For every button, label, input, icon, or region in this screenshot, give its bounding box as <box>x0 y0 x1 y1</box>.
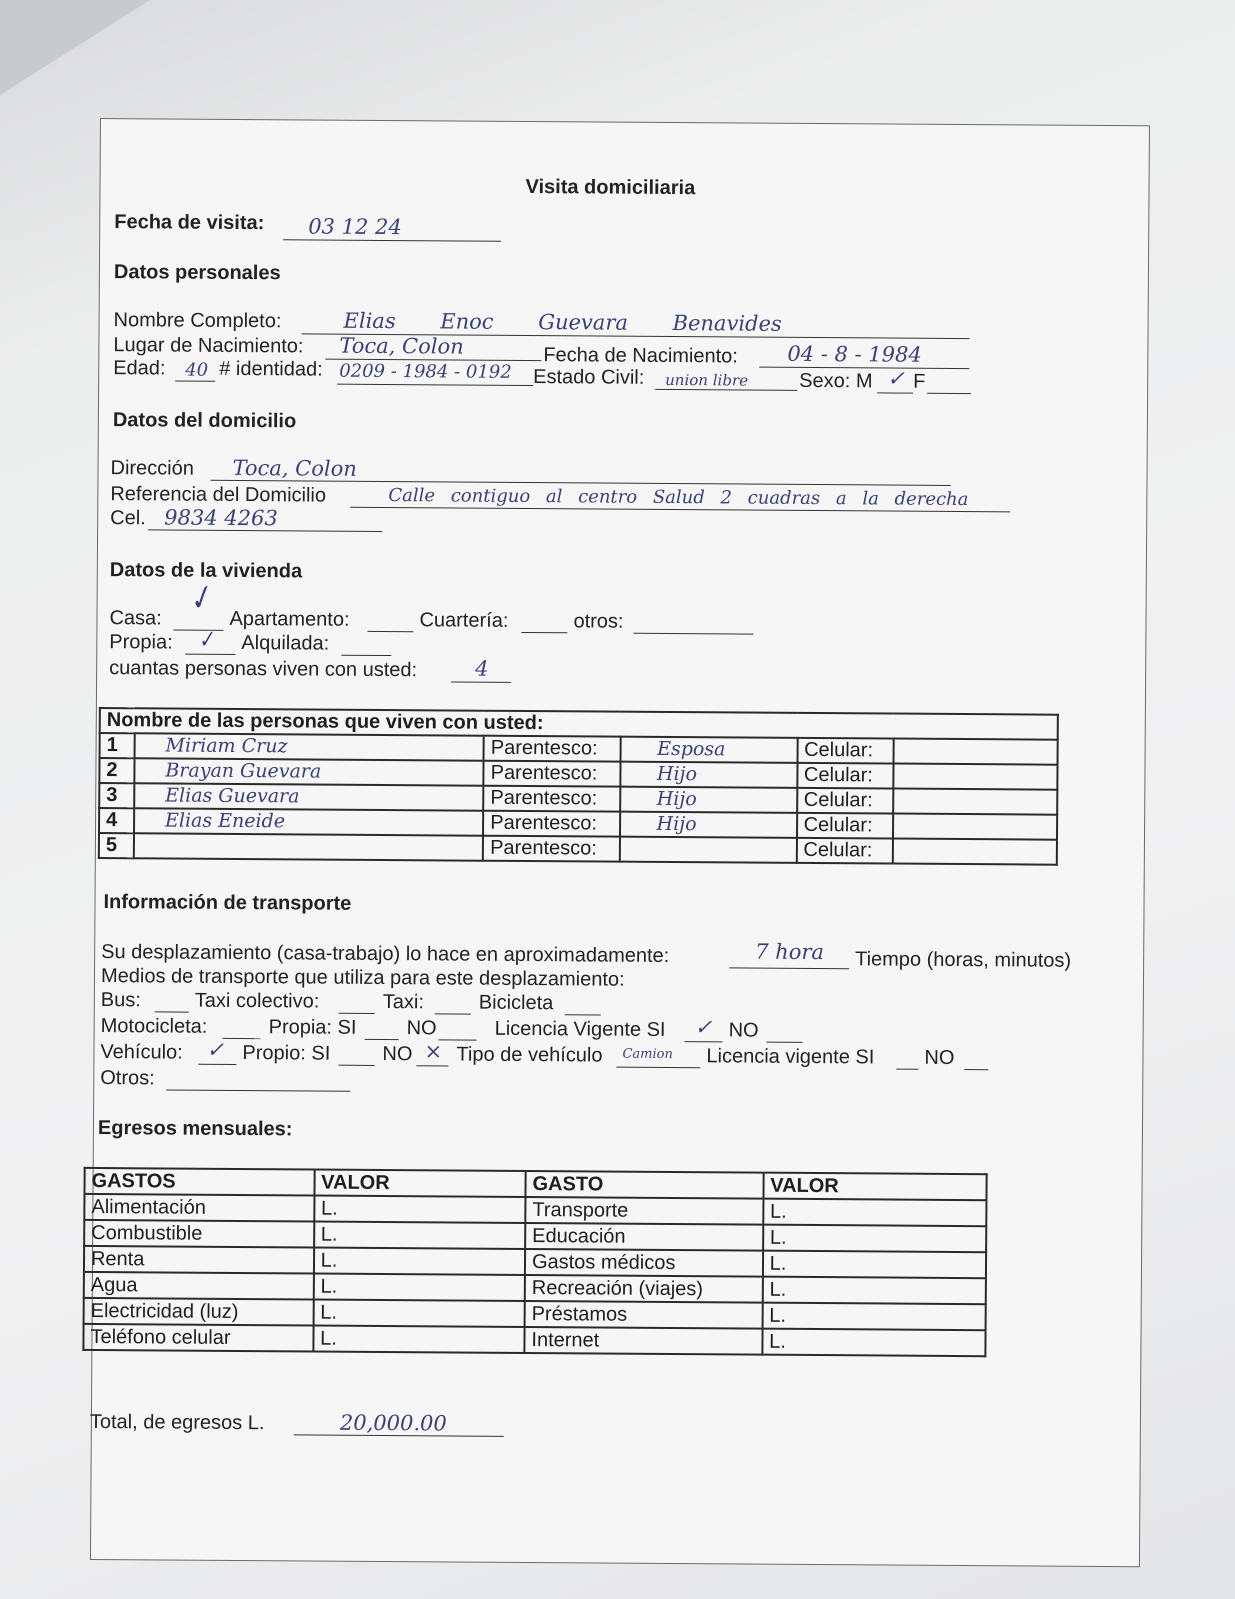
person-name: Miriam Cruz <box>134 733 483 760</box>
fnac-label: Fecha de Nacimiento: <box>543 344 738 368</box>
licencia2-label: Licencia vigente SI <box>706 1045 875 1069</box>
col-valor-2: VALOR <box>763 1173 986 1201</box>
alquilada-label: Alquilada: <box>241 631 330 655</box>
casa-mark: ✓ <box>181 578 219 621</box>
row-number: 2 <box>99 758 134 783</box>
moto-propia-label: Propia: SI <box>268 1016 357 1039</box>
person-name <box>134 833 483 860</box>
cuarteria-line <box>521 632 567 633</box>
dir-label: Dirección <box>110 457 194 480</box>
vehiculo-label: Vehículo: <box>100 1041 183 1064</box>
person-name: Elias Eneide <box>134 808 483 835</box>
celular-label: Celular: <box>797 763 894 789</box>
parentesco-label: Parentesco: <box>484 736 620 762</box>
expense-value: L. <box>762 1303 985 1331</box>
id-line <box>337 384 533 386</box>
dir-value: Toca, Colon <box>232 455 357 481</box>
taxi-colectivo-label: Taxi colectivo: <box>194 989 320 1013</box>
propio-no-mark: × <box>424 1039 443 1064</box>
moto-si-line <box>365 1039 399 1040</box>
total-label: Total, de egresos L. <box>89 1410 265 1435</box>
section-transporte: Información de transporte <box>103 891 352 915</box>
medios-label: Medios de transporte que utiliza para este desplazamiento: <box>100 965 625 991</box>
cel-label: Cel. <box>110 507 146 530</box>
licencia-mark: ✓ <box>694 1015 713 1040</box>
celular-label: Celular: <box>797 788 894 814</box>
civil-label: Estado Civil: <box>533 366 645 389</box>
total-value: 20,000.00 <box>339 1410 447 1436</box>
person-relation <box>619 837 796 863</box>
edad-value: 40 <box>185 359 209 381</box>
expense-name: Teléfono celular <box>83 1324 313 1352</box>
expense-name: Recreación (viajes) <box>525 1275 763 1303</box>
licencia2-si-line <box>896 1069 918 1070</box>
id-value: 0209 - 1984 - 0192 <box>339 360 512 383</box>
expense-value: L. <box>762 1329 985 1357</box>
fecha-value: 03 12 24 <box>308 214 402 240</box>
tipo-value: Camion <box>622 1046 673 1063</box>
ref-value: Calle contiguo al centro Salud 2 cuadras a la derecha <box>388 485 969 511</box>
form-sheet <box>90 118 1150 1567</box>
taxi-line <box>435 1013 471 1014</box>
personas-line <box>451 681 511 682</box>
fnac-line <box>759 367 969 369</box>
otros-line <box>633 633 753 635</box>
fnac-value: 04 - 8 - 1984 <box>787 341 922 367</box>
bicicleta-label: Bicicleta <box>478 991 554 1015</box>
edad-line <box>175 381 215 382</box>
parentesco-label: Parentesco: <box>483 786 619 812</box>
row-number: 1 <box>100 733 135 758</box>
expenses-table <box>82 1167 987 1357</box>
propio-no-label: NO <box>382 1042 413 1066</box>
apto-line <box>367 631 413 632</box>
otros-label: otros: <box>573 610 624 633</box>
expense-value: L. <box>313 1326 525 1353</box>
motocicleta-label: Motocicleta: <box>100 1015 208 1038</box>
apto-label: Apartamento: <box>229 607 350 631</box>
fecha-label: Fecha de visita: <box>114 211 265 235</box>
sexo-f-label: F <box>913 370 926 393</box>
desplazamiento-value: 7 hora <box>755 939 825 965</box>
person-relation: Esposa <box>620 737 797 763</box>
expense-value: L. <box>314 1222 526 1249</box>
propia-label: Propia: <box>109 631 173 654</box>
bus-line <box>155 1011 189 1012</box>
personas-label: cuantas personas viven con usted: <box>109 657 418 682</box>
moto-no-line <box>439 1039 477 1040</box>
expense-name: Combustible <box>84 1220 314 1248</box>
alquilada-line <box>341 655 391 656</box>
propio-si-line <box>338 1065 374 1066</box>
moto-no-label: NO <box>406 1017 437 1040</box>
expense-value: L. <box>763 1251 986 1279</box>
person-name: Brayan Guevara <box>134 758 483 785</box>
taxi-label: Taxi: <box>382 990 425 1014</box>
expense-name: Internet <box>524 1327 762 1355</box>
expense-name: Transporte <box>525 1197 763 1225</box>
sexo-label: Sexo: M <box>799 369 873 393</box>
nombre-value: Elias Enoc Guevara Benavides <box>343 308 782 336</box>
fecha-line <box>283 239 501 242</box>
lugar-label: Lugar de Nacimiento: <box>113 334 304 358</box>
section-vivienda: Datos de la vivienda <box>109 559 303 583</box>
person-cell <box>893 839 1057 865</box>
row-number: 3 <box>99 783 134 808</box>
casa-label: Casa: <box>109 607 162 630</box>
celular-label: Celular: <box>796 838 893 864</box>
expense-value: L. <box>763 1225 986 1253</box>
otros-transporte-line <box>166 1089 350 1091</box>
parentesco-label: Parentesco: <box>484 761 620 787</box>
sexo-m-line <box>877 392 913 393</box>
person-relation: Hijo <box>620 762 797 788</box>
vehiculo-line <box>198 1064 236 1065</box>
bus-label: Bus: <box>100 989 141 1012</box>
id-label: # identidad: <box>219 357 323 381</box>
cuarteria-label: Cuartería: <box>419 609 509 632</box>
cel-value: 9834 4263 <box>164 505 278 531</box>
licencia-no-line <box>767 1042 803 1043</box>
expense-name: Educación <box>525 1223 763 1251</box>
lugar-value: Toca, Colon <box>339 333 464 359</box>
parentesco-label: Parentesco: <box>483 811 619 837</box>
edad-label: Edad: <box>113 357 166 380</box>
background-corner <box>0 0 150 95</box>
expense-value: L. <box>763 1199 986 1227</box>
section-domicilio: Datos del domicilio <box>112 409 297 433</box>
celular-label: Celular: <box>797 738 894 764</box>
expense-value: L. <box>313 1300 525 1327</box>
person-relation: Hijo <box>620 787 797 813</box>
tipo-line <box>616 1067 700 1069</box>
licencia-label: Licencia Vigente SI <box>494 1017 666 1041</box>
expense-name: Gastos médicos <box>525 1249 763 1277</box>
expense-name: Alimentación <box>84 1194 314 1222</box>
propio-label: Propio: SI <box>242 1042 331 1065</box>
propia-line <box>185 654 235 655</box>
celular-label: Celular: <box>797 813 894 839</box>
section-personal: Datos personales <box>113 261 281 285</box>
col-gastos: GASTOS <box>84 1168 314 1196</box>
person-cell <box>893 764 1057 790</box>
licencia-si-line <box>685 1041 723 1042</box>
propio-no-line <box>416 1065 448 1066</box>
licencia2-no-label: NO <box>924 1046 955 1069</box>
table-row <box>83 1324 985 1356</box>
sexo-m-mark: ✓ <box>887 366 905 391</box>
propia-mark: ✓ <box>194 625 218 654</box>
expense-name: Electricidad (luz) <box>84 1298 314 1326</box>
taxi-colectivo-line <box>339 1013 375 1014</box>
tiempo-label: Tiempo (horas, minutos) <box>855 948 1072 972</box>
ref-label: Referencia del Domicilio <box>110 483 327 507</box>
person-relation: Hijo <box>620 812 797 838</box>
vehiculo-mark: ✓ <box>206 1037 225 1062</box>
expense-value: L. <box>314 1196 526 1223</box>
tipo-label: Tipo de vehículo <box>456 1043 603 1067</box>
expense-value: L. <box>314 1248 526 1275</box>
desplazamiento-label: Su desplazamiento (casa-trabajo) lo hace en aproximadamente: <box>101 941 670 967</box>
section-egresos: Egresos mensuales: <box>97 1117 293 1141</box>
form-title: Visita domiciliaria <box>525 175 696 200</box>
bicicleta-line <box>565 1014 601 1015</box>
expense-value: L. <box>313 1274 525 1301</box>
otros-transporte-label: Otros: <box>100 1067 155 1090</box>
expense-value: L. <box>762 1277 985 1305</box>
expense-name: Renta <box>84 1246 314 1274</box>
table-row <box>99 833 1057 865</box>
desplazamiento-line <box>729 967 849 969</box>
civil-value: union libre <box>665 370 749 390</box>
licencia-no-label: NO <box>728 1019 759 1042</box>
licencia2-no-line <box>964 1069 988 1070</box>
nombre-label: Nombre Completo: <box>113 309 282 333</box>
personas-value: 4 <box>475 656 489 681</box>
col-valor: VALOR <box>314 1170 526 1197</box>
expense-name: Préstamos <box>525 1301 763 1329</box>
people-table <box>98 707 1059 866</box>
row-number: 4 <box>99 808 134 833</box>
person-cell <box>893 789 1057 815</box>
sexo-f-line <box>927 393 971 394</box>
parentesco-label: Parentesco: <box>483 836 619 862</box>
row-number: 5 <box>99 833 134 858</box>
col-gasto: GASTO <box>525 1171 763 1199</box>
person-cell <box>893 814 1057 840</box>
expense-name: Agua <box>84 1272 314 1300</box>
person-name: Elias Guevara <box>134 783 483 810</box>
person-cell <box>894 739 1058 765</box>
people-table-header: Nombre de las personas que viven con usted: <box>100 708 1058 740</box>
motocicleta-line <box>223 1038 261 1039</box>
